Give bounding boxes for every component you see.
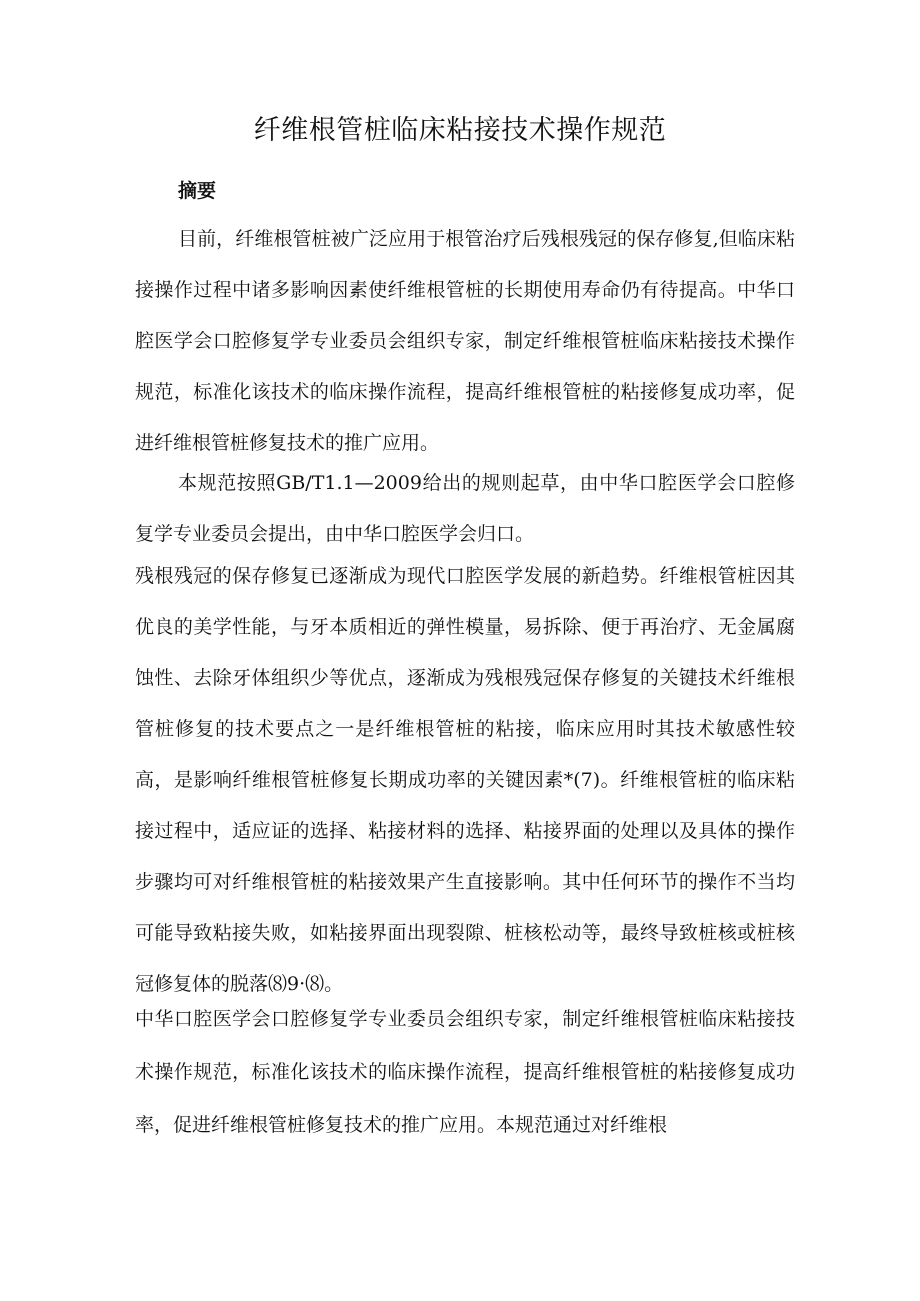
paragraph-drafting-note: 本规范按照GB/T1.1—2009给出的规则起草，由中华口腔医学会口腔修复学专业委员会提出，由中华口腔医学会归口。 — [135, 472, 795, 545]
paragraph-purpose: 中华口腔医学会口腔修复学专业委员会组织专家，制定纤维根管桩临床粘接技术操作规范，标准化该技术的临床操作流程，提高纤维根管桩的粘接修复成功率，促进纤维根管桩修复技术的推广应用。本规范通过对纤维根 — [135, 1008, 795, 1136]
abstract-heading: 摘要 — [178, 180, 217, 202]
paragraph-background: 残根残冠的保存修复已逐渐成为现代口腔医学发展的新趋势。纤维根管桩因其优良的美学性能，与牙本质相近的弹性模量，易拆除、便于再治疗、无金属腐蚀性、去除牙体组织少等优点，逐渐成为残根残冠保存修复的关键技术纤维根管桩修复的技术要点之一是纤维根管桩的粘接，临床应用时其技术敏感性较高，是影响纤维根管桩修复长期成功率的关键因素*(7)。纤维根管桩的临床粘接过程中，适应证的选择、粘接材料的选择、粘接界面的处理以及具体的操作步骤均可对纤维根管桩的粘接效果产生直接影响。其中任何环节的操作不当均可能导致粘接失败，如粘接界面出现裂隙、桩核松动等，最终导致桩核或桩核冠修复体的脱落⑻9·⑻。 — [135, 565, 795, 995]
document-title: 纤维根管桩临床粘接技术操作规范 — [253, 115, 667, 146]
paragraph-abstract-intro: 目前，纤维根管桩被广泛应用于根管治疗后残根残冠的保存修复,但临床粘接操作过程中诸多影响因素使纤维根管桩的长期使用寿命仍有待提高。中华口腔医学会口腔修复学专业委员会组织专家，制定纤维根管桩临床粘接技术操作规范，标准化该技术的临床操作流程，提高纤维根管桩的粘接修复成功率，促进纤维根管桩修复技术的推广应用。 — [135, 228, 795, 454]
